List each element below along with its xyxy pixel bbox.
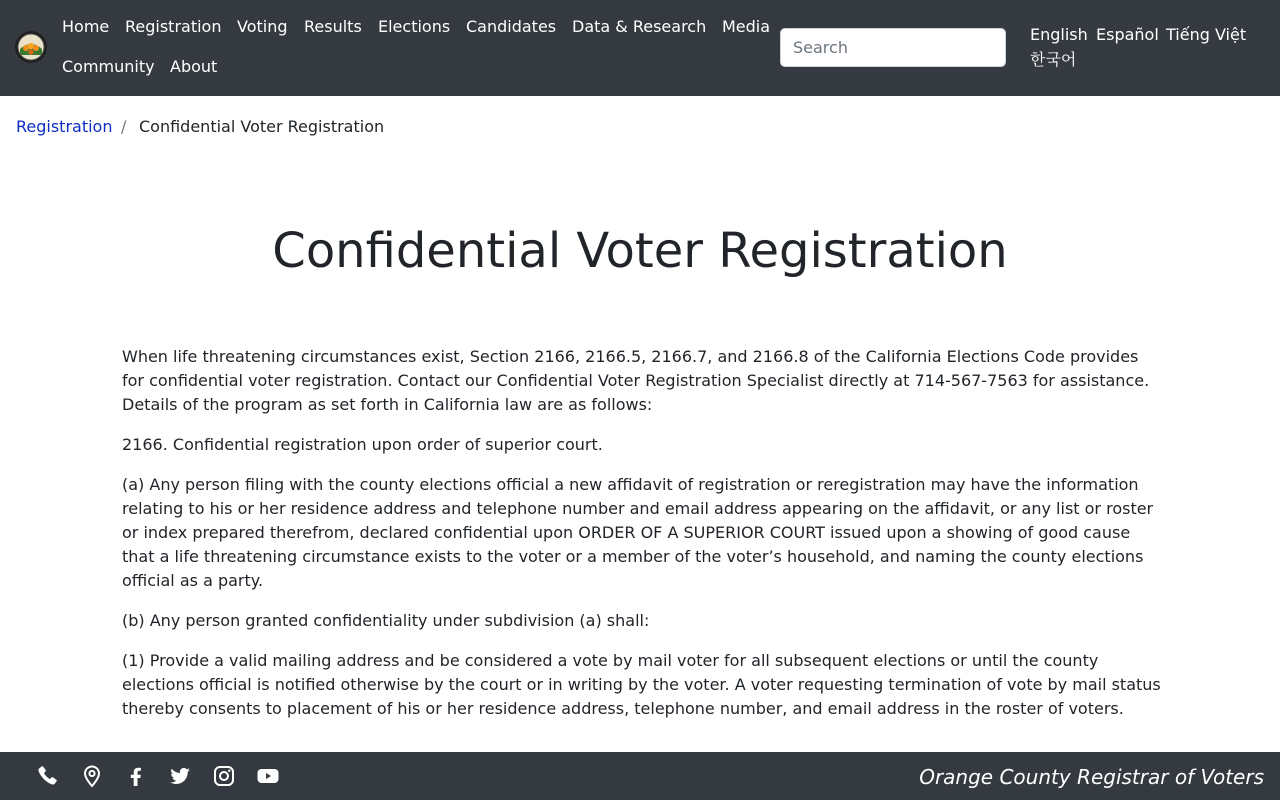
language-espanol[interactable]: Español bbox=[1096, 25, 1159, 44]
breadcrumb-registration-link[interactable]: Registration bbox=[16, 117, 113, 136]
twitter-icon[interactable] bbox=[168, 764, 192, 788]
youtube-icon[interactable] bbox=[256, 764, 280, 788]
nav-data-research[interactable]: Data & Research bbox=[572, 17, 707, 36]
breadcrumb-separator: / bbox=[121, 117, 127, 136]
language-english[interactable]: English bbox=[1030, 25, 1088, 44]
intro-paragraph: When life threatening circumstances exist, Section 2166, 2166.5, 2166.7, and 2166.8 of the California Elections Code provides for confidential voter registration. Contact our Confidential Voter Registration Specialist directly at 714-567-7563 for assistance. Details of the program as set forth in California law are as follows: bbox=[122, 347, 1150, 414]
language-korean[interactable]: 한국어 bbox=[1030, 50, 1077, 69]
nav-about[interactable]: About bbox=[170, 57, 218, 76]
breadcrumb-current: Confidential Voter Registration bbox=[139, 117, 385, 136]
search-input[interactable] bbox=[780, 28, 1006, 67]
footer-brand-text: Orange County Registrar of Voters bbox=[919, 765, 1264, 789]
section-heading-2166: 2166. Confidential registration upon order of superior court. bbox=[122, 435, 603, 454]
subdivision-b: (b) Any person granted confidentiality under subdivision (a) shall: bbox=[122, 611, 650, 630]
facebook-icon[interactable] bbox=[124, 764, 148, 788]
instagram-icon[interactable] bbox=[212, 764, 236, 788]
footer-bar bbox=[0, 752, 1280, 800]
nav-results[interactable]: Results bbox=[304, 17, 362, 36]
top-navbar bbox=[0, 0, 1280, 96]
page-title: Confidential Voter Registration bbox=[272, 223, 1008, 279]
nav-media[interactable]: Media bbox=[722, 17, 771, 36]
subdivision-a: (a) Any person filing with the county elections official a new affidavit of registration or reregistration may have the information relating to his or her residence address and telephone number and email address appearing on the affidavit, or any list or roster or index prepared therefrom, declared confidential upon ORDER OF A SUPERIOR COURT issued upon a showing of good cause that a life threatening circumstance exists to the voter or a member of the voter’s household, and naming the county elections official as a party. bbox=[122, 475, 1154, 590]
nav-candidates[interactable]: Candidates bbox=[466, 17, 557, 36]
nav-community[interactable]: Community bbox=[62, 57, 155, 76]
language-vietnamese[interactable]: Tiếng Việt bbox=[1166, 25, 1247, 44]
county-seal-logo[interactable] bbox=[15, 31, 47, 63]
nav-voting[interactable]: Voting bbox=[237, 17, 288, 36]
nav-elections[interactable]: Elections bbox=[378, 17, 451, 36]
phone-icon[interactable] bbox=[35, 764, 59, 788]
subdivision-b-1: (1) Provide a valid mailing address and be considered a vote by mail voter for all subsequent elections or until the county elections official is notified otherwise by the court or in writing by the voter. A voter requesting termination of vote by mail status thereby consents to placement of his or her residence address, telephone number, and email address in the roster of voters. bbox=[122, 651, 1161, 718]
nav-home[interactable]: Home bbox=[62, 17, 110, 36]
nav-registration[interactable]: Registration bbox=[125, 17, 222, 36]
page-content bbox=[122, 345, 1162, 737]
location-pin-icon[interactable] bbox=[80, 764, 104, 788]
